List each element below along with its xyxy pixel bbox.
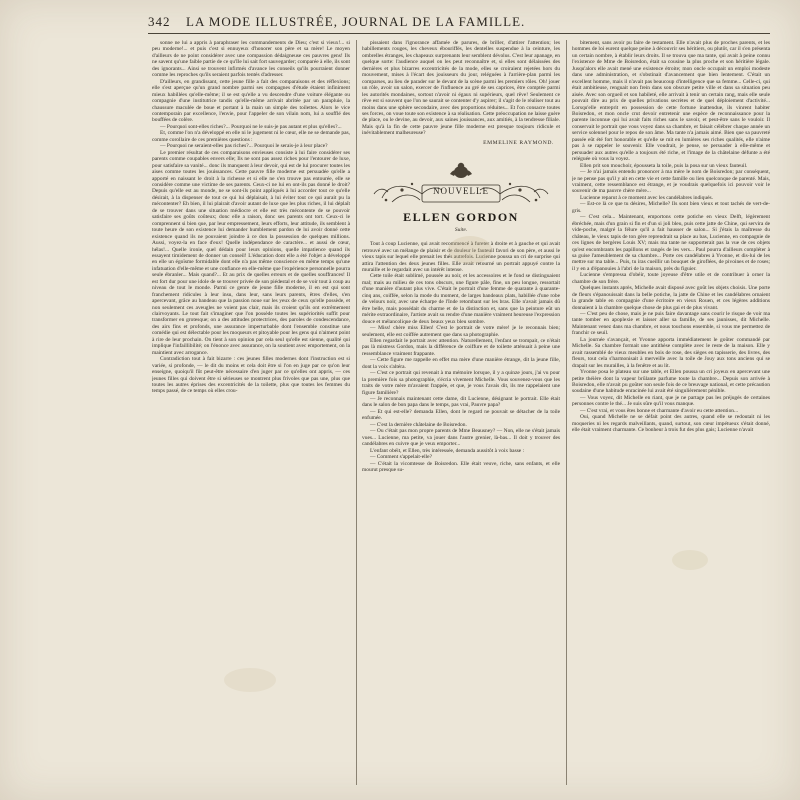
story-title: ELLEN GORDON <box>403 210 519 225</box>
col3-paragraph: La journée s'avançait, et Yvonne apporta immédiatement le goûter commandé par Michelle. Sa chambre formait une antithèse complète avec le reste de la maison. Elle y avait rassemblé de vieux meubles en bois de rose, des sièges en tapisserie, des livres, des fleurs, tout cela s'harmonisait à merveille avec la toile de Jouy aux tons anciens qui se drapait sur les murailles, à la fenêtre et au lit. <box>572 336 770 369</box>
header-rule <box>148 33 770 34</box>
running-title: LA MODE ILLUSTRÉE, JOURNAL DE LA FAMILLE. <box>186 14 526 29</box>
page-header <box>148 14 768 32</box>
story-paragraph: Ellen regardait le portrait avec attention. Naturellement, l'enfant se trompait, ce n'était pas là mistress Gordon, mais la différence de coiffure et de toilette atténuait à peine une ressemblance vraiment frappante. <box>362 337 560 357</box>
story-paragraph: — C'est la dernière châtelaine de Boisredon. <box>370 421 467 428</box>
col3-paragraph: Lucienne reparut à ce moment avec les candélabres indiqués. <box>580 194 714 201</box>
author-signature: EMMELINE RAYMOND. <box>483 139 554 146</box>
col3-paragraph: Oui, quand Michelle ne se défait point des autres, quand elle se redoutait ni les moqueries ni les regards malveillants, quand, surtout, son cœur impétueux s'était donné, elle était vraiment charmante. Ce bonheur à trois fut des plus gais; Lucienne n'avait <box>572 414 770 434</box>
story-paragraph: — C'était la vicomtesse de Boisredon. Elle était veuve, riche, sans enfants, et elle mourut presque su- <box>362 460 560 474</box>
column-2 <box>362 40 560 785</box>
col3-paragraph: — C'est vrai, et vous êtes bonne et charmante d'avoir eu cette attention... <box>580 407 739 414</box>
story-paragraph: — Comment s'appelait-elle? <box>370 454 432 461</box>
col3-paragraph: Lucienne s'empressa d'obéir, toute joyeuse d'être utile et de contribuer à orner la chambre de son frère. <box>572 272 770 285</box>
story-paragraph: — Et qui est-elle? demanda Ellen, dont le regard ne pouvait se détacher de la toile enfumée. <box>362 408 560 422</box>
col1-paragraph: sonne ne lui a appris à paraphraser les commandements de Dieu; c'est si vieux!... si peu moderne!... et puis c'est si ennuyeux d'honorer son père et sa mère! Le moyen d'ailleurs de ne point considérer avec une compassion dédaigneuse ces pauvres gens! Ils ne savent qu'une faible partie de ce qu'Ile lui sait fort sauvegarder; comparée à elle, ils sont des ignorants... Ainsi se trouvent infirmés d'avance les conseils qu'ils pourraient donner comme les reproches qu'ils seraient parfois tentés d'adresser. <box>152 40 350 79</box>
col3-paragraph: Quelques instants après, Michelle avait disposé avec goût les objets choisis. Une porte de fleurs s'épanouissait dans la belle potiche, la jatte de Chine et les candélabres ornaient la grande table en compagnie d'une écritoire en vieux Rouen, et ces légères additions donnaient à la chambre quelque chose de plus gai et de plus vivant. <box>572 285 770 311</box>
col1-paragraph: Et, comme l'on n'a développé en elle ni le jugement ni le cœur, elle ne se demande pas, comme corollaire de ces premières questions : <box>152 130 350 143</box>
story-paragraph: L'enfant obéit, et Ellen, très intéressée, demanda aussitôt à voix basse : <box>370 447 525 454</box>
story-paragraph: — Cette figure me rappelle en effet ma mère d'une manière étrange, dit la jeune fille, dont la voix s'altéra. <box>362 357 560 370</box>
nouvelle-label: NOUVELLE <box>433 186 489 197</box>
nouvelle-banner <box>362 158 560 208</box>
col1-paragraph: — Pourquoi ne seraient-elles pas riches?... Pourquoi le serais-je à leur place? <box>160 143 328 150</box>
column-divider <box>356 40 357 785</box>
col1-paragraph: — Pourquoi sont-elles riches?... Pourquoi ne le suis-je pas autant et plus qu'elles?... <box>160 123 342 130</box>
column-3 <box>572 40 770 785</box>
col1-paragraph: Contradiction tout à fait bizarre : ces jeunes filles modernes dont l'instruction est si variée, si profonde, — le dit du moins et cela doit être si l'on en juge par ce qu'on leur enseigne, quoiqu'il fût peut-être nécessaire d'en juger par ce qu'elles ont appris, — ces jeunes filles qui doivent être si sérieuses se montrent plus frivoles que pas une, plus que toutes les autres éprises des excentricités de la toilette, plus que toutes les femmes du temps passé, de ce temps où elles crou- <box>152 356 350 395</box>
col3-paragraph: bitement, sans avoir pu faire de testament. Elle n'avait plus de proches parents, et les hommes de loi eurent quelque peine à découvrir ses héritiers, ou plutôt, car il s'en présenta un certain nombre, à établir leurs droits. Il se trouva que ma tante, qui avait à peine connu l'existence de Mme de Boisredon, était sa cousine la plus proche et son héritière légale. Jusqu'alors elle avait mené une existence étroite; mon oncle occupait un emploi modeste dans une administration, et s'obstinait d'avancement que bien lentement. C'était un excellent homme, mais il n'avait pas beaucoup d'intelligence que sa femme... Celle-ci, qui était ambitieuse, renguait non frein dans son obscure petite ville et dans sa situation peu aisée. Avec son orgueil et son habileté, elle arrivait à tenir un certain rang, mais elle seule pouvait dire au prix de quelles privations secrètes et de quel déploiement d'activité... Lorsqu'elle entreprit en possession de cette fortune inattendue, ils vinrent habiter Boisredon, et mon oncle crut devoir entretenir une espèce de reconnaissance pour la parente inconnue qui lui avait faits riches sans le savoir, et peut-être sans le vouloir. Il conservait le portrait que vous voyez dans sa chambre, et faisait célébrer chaque année un service solennel pour le repos de son âme. Ma tante n'a jamais aimé. Bien que sa pauvreté passée eût été fort honorable et qu'elle se mit en lumières ses riches qualités, elle n'aime pas à se rappeler le souvenir. Elle voudrait, je pense, se persuader à elle-même et persuader aux autres qu'elle a toujours été riche, et l'image de la châtelaine défunte a été reléguée où vous la voyez. <box>572 40 770 163</box>
col1-paragraph: Le premier résultat de ces comparaisons envieuses consiste à lui faire considérer ses parents comme coupables envers elle; Ils ne sont pas assez riches pour l'entourer de luxe, pour satisfaire sa vanité... donc ils manquent à leur devoir, qui est de lui procurer toutes les aises comme toutes les jouissances. Cette pauvre fille moderne est persuadée qu'elle a apporté en naissant le droit à la richesse et si elle ne s'en trouve pas entourée, elle se considère comme une victime de ses parents. Ceux-ci ne lui en ont-ils pas donné le droit? Depuis qu'elle est au monde, ne se sont-ils point appliqués à lui accorder tout ce qu'elle désirait, à la dispenser de tout ce qui lui déplaisait, à lui éviter tout ce qui aurait pu la mécontenter? Eh bien, il lui plairait d'avoir autant de luxe que les plus riches, il lui déplaît de se trouver dans une situation médiocre et elle est très mécontente de se pouvoir satisfaire ses goûts coûteux; donc elle a raison, donc ses parents ont tort. Ceux-ci le comprennent si bien que, par leur empressement, leurs efforts, leur attitude, ils semblent à toute heure de son existence lui demander humblement pardon de lui avoir donné cette existence quand ils ne pouvaient joindre à ce don la possession de quelques millions. Aussi, voyez-la en face d'eux! Quelle indépendance de caractère... et aussi de cœur, hélas!... Quelle ironie, quel dédain pour leurs opinions, quelle impatience quand ils essayent timidement de donner un conseil! L'éducation dont elle a été l'objet a développé en elle un égoïsme formidable dont elle n'a pas même conscience en même temps qu'une infatuation d'elle-même et une confiance en elle-même que l'expérience personnelle pourra seule ébranler... Mais quand?... Et au prix de quelles erreurs et de quelles souffrances! Il est fort dur pour une idole de se trouver privée de son piédestal et de se voir tout à coup au niveau de tout le monde. Parmi ce genre de jeune fille moderne, il en est qui sont franchement ridicules à leur insu, dans leur, sans leurs parents, êtres d'elles, s'en apercevant, grâce au bandeau que la passion noue sur les yeux de ceux qu'elle possède, et non seulement ces aveugles ne voient pas clair, mais ils croient qu'ils ont extrêmement clairvoyants. Le tout fait s'imaginer que l'on possède toutes les supériorités suffit pour transformer en grotesque; on a des attitudes protectrices, des paroles de condescendance, des airs fins et profonds, une assurance imperturbable dont l'ensemble constitue une comédie qui est délectable pour les moqueurs et pitoyable pour les gens qui n'aiment point à rire de leur prochain. On tient à son opinion par cela seul qu'elle est sienne, qualité qui implique l'infaillibilité; on l'énonce avec assurance, on la soutient avec emportement, on la maintient avec arrogance. <box>152 149 350 356</box>
col3-paragraph: Yvonne posa le plateau sur une table, et Ellen poussa un cri joyeux en apercevant une petite théière dont la vapeur brûlante parfume toute la chambre... Depuis son arrivée à Boisredon, elle n'avait pu goûter son seule fois de ce breuvage national, et cette précaution soudaine d'une habitude enracinée lui avait été singulièrement pénible. <box>572 369 770 395</box>
ornament-icon <box>362 158 560 208</box>
col3-paragraph: — Vous voyez, dit Michelle en riant, que je ne partage pas les préjugés de certaines personnes contre le thé... Je suis sûre qu'il vous manque. <box>572 394 770 408</box>
col3-paragraph: — Je n'ai jamais entendu prononcer à ma mère le nom de Boisredon; par conséquent, je ne pense pas qu'il y ait en cette vie et cette famille ou lien quelconque de parenté. Mais, vraiment, cette ressemblance est étrange, et je voudrais quelquefois ici pouvoir voir le souvenir de ma pauvre chère mère... <box>572 169 770 195</box>
story-paragraph: Cette toile était sublimé, poussée au noir, et les accessoires et le fond se distinguaient mal; mais au milieu de ces tons obscurs, une figure pâle, fine, un peu longue, ressortait d'une manière d'autant plus vive. C'était le portrait d'une femme de quarante à quarante-cinq ans, coiffée, selon la mode du moment, de larges bandeaux plats, habillée d'une robe de velours noir, avec une écharpe de l'Inde retombant sur les bras. Elle n'avait jamais dû être belle, mais possédait du charme et de la distinction et, sans que la peinture eût un mérite extraordinaire, l'artiste avait su rendre d'une manière vraiment heureuse l'expression douce et mélancolique de deux beaux yeux bleu sombre. <box>362 273 560 325</box>
story-paragraph: Tout à coup Lucienne, qui avait recommencé à fureter à droite et à gauche et qui avait retrouvé avec un mélange de plaisir et de douleur le fauteuil favori de son père, et aussi le vieux tapis sur lequel elle prenait les thés autrefois. Lucienne poussa un cri de surprise qui attira l'attention des deux jeunes filles. Elle avait retourné un portrait appuyé contre la muraille et le regardait avec un intérêt intense. <box>362 241 560 273</box>
col1-paragraph: D'ailleurs, en grandissant, cette jeune fille a fait des comparaisons et des réflexions; elle s'est aperçue qu'un grand nombre parmi ses compagnes d'étude étaient infiniment mieux habillées qu'elle-même; il se est qu'elle a vu descendre d'une voiture élégante ou compagnie d'une institutrice tandis qu'elle-même arrivait abritée par un parapluie, la chaussure maculée de boue et portant à la main un simple des toilettes. Alors le vice contemporain par excellence, l'envie, pour l'appeler de son vilain nom, lui a soufflé des bouffées de colère. <box>152 78 350 124</box>
story-paragraph: — Ou c'était pas mon propre parents de Mme Beausney? — Non, elle ne s'était jamais vues... Lucienne, ma petite, va jouer dans l'autre grenier, là-bas... Il doit y trouver des candélabres en cuivre que je veux emporter... <box>362 428 560 448</box>
story-suite: Suite. <box>454 226 468 233</box>
col3-paragraph: — Est-ce là ce que tu désires, Michelle? Ils sont bien vieux et tout tachés de vert-de-gris. <box>572 201 770 214</box>
story-paragraph: — C'est ce portrait qui revenait à ma mémoire lorsque, il y a quinze jours, j'ai vu pour la première fois sa photographie, s'écria vivement Michelle. Vous souvenez-vous que les traits de votre mère m'avaient frappée, et que, je vous l'avais dit, ils me rappelaient une figure familière? <box>362 370 560 396</box>
col2-paragraph: pissaient dans l'ignorance affamée de parures, de briller, d'attirer l'attention; les habillements rouges, les cheveux ébouriffés, les dentelles suspendue à la ceinture, les ombrelles étranges, les chapeaux surprenants leur semblent dévolus. C'est leur apanage, en quelque sorte: l'audience auquel on les peut reconnaître et, si elles sont délaissées des dernières et plus bizarres excentricités de la mode, elles se croiraient rejetées hors du mouvement, mises à l'écart des jouisseurs du jour, reléguées à l'arrière-plan parmi les comparses, au lieu de parader sur le devant de la scène parmi les premiers rôles. Oh! jouer un rôle, avoir un salon, exercer de l'influence au gré de ses caprices, être comptée parmi les autorités mondaines, sortout n'avoir ni égaux ni supérieurs, quel rêve! Seulement ce rêve est si souvent que l'on ne saurait se contenter d'y aspirer; il s'agit de le réaliser tout au moins dans une sphère secondaire, avec des proportions réduites... Et l'on consacre toutes ses forces, on voue toute son existence à sa réalisation. Cette préoccupation ne laisse guère de place, ou le devine, au devoir, aux saines jouissances, aux amitiés, à la tendresse filiale. Mais qu'à la fin de cette pauvre jeune fille moderne est presque toujours ridicule et inévitablement malheureuse? <box>362 40 560 137</box>
col3-paragraph: — C'est cela... Maintenant, emportons cette potiche en vieux Delft, légèrement ébréchée, mais d'un grain si fin et d'un si joli bleu, puis cette jatte de Chine, qui servira de vide-poche, malgré la félure qu'il a fait hausser de salon... Si j'étais la maîtresse du château, le vieux tapis de ton gère reprendrait sa place au bas, Lucienne, en compagnie de ces lignes de bergères Louis XV; mais ma tante ne supporterait pas la vue de ces objets qu'est encombrants les papillons et rangés de les vers... Paul pourra d'ailleurs compléter à sa guise l'ameublement de sa chambre... Porte ces candélabres à Yvonne, et dis-lui de les mettre sur ma table... Puis, tu iras cueillir un bouquet de giroflées, de pivoines et de roses; il y en a d'épanouies à l'abri de la maison, près du figuier. <box>572 214 770 272</box>
col3-paragraph: — C'est peu de chose, mais je ne puis faire davantage sans courir le risque de voir ma tante tomber en apoplexie et laisser aller sa famille, de ses jaunisses, dit Michelle. Maintenant venez dans ma chambre, et nous touchons ensemble, si vous me permettez de franchir ce seuil. <box>572 311 770 337</box>
page-number: 342 <box>148 14 171 29</box>
col3-paragraph: Ellen prit son mouchoir, épousseta la toile, puis la posa sur un vieux fauteuil. <box>580 162 748 169</box>
column-divider <box>566 40 567 785</box>
column-1 <box>152 40 350 785</box>
story-paragraph: — Je reconnais maintenant cette dame, dit Lucienne, désignant le portrait. Elle était dans le salon de bon papa dans le temps, pas vrai, Pauvre papa? <box>362 396 560 409</box>
story-paragraph: — Miss! chère miss Ellen! C'est le portrait de votre mère! je le reconnais bien; seulement, elle est coiffée autrement que dans sa photographie. <box>362 325 560 338</box>
